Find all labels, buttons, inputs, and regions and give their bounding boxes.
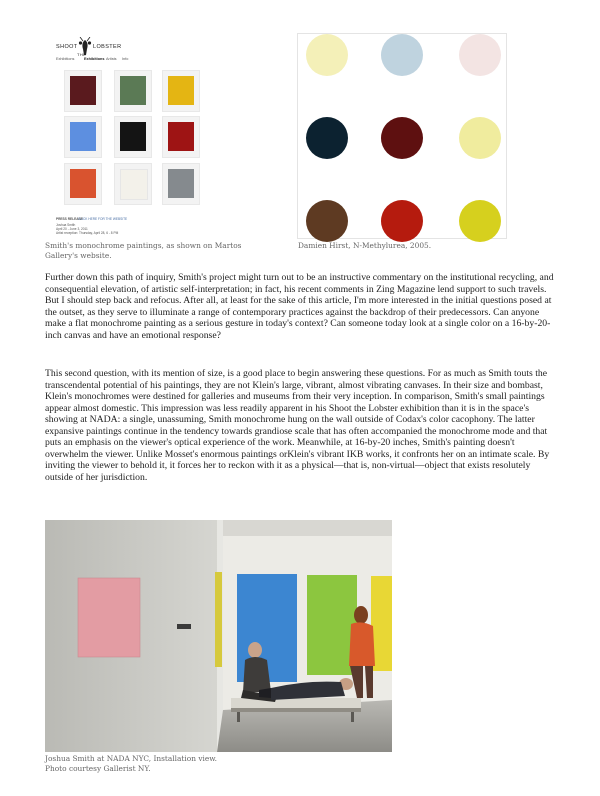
martos-gallery-screenshot <box>54 33 268 239</box>
figure2-caption: Damien Hirst, N-Methylurea, 2005. <box>298 241 432 250</box>
spot-yellow <box>459 200 501 242</box>
visitor-standing <box>349 622 375 666</box>
site-nav-item: Info <box>122 57 129 61</box>
painting-thumbnail-gray[interactable] <box>162 163 200 205</box>
spot-light-yellow <box>459 117 501 159</box>
painting-thumbnail-orange[interactable] <box>64 163 102 205</box>
monochrome-canvas <box>168 169 194 198</box>
painting-thumbnail-blue[interactable] <box>64 116 102 158</box>
site-nav-item: Artists <box>106 57 117 61</box>
spot-pale-yellow <box>306 34 348 76</box>
visitor-standing-head <box>354 606 368 624</box>
press-release-title: PRESS RELEASE <box>56 217 83 221</box>
smith-pink-monochrome <box>78 578 140 657</box>
monochrome-canvas <box>168 76 194 105</box>
painting-thumbnail-white[interactable] <box>114 163 152 205</box>
bench <box>231 698 361 708</box>
figure1-caption: Smith's monochrome paintings, as shown on Martos Gallery's website. <box>45 241 242 260</box>
monochrome-canvas <box>120 122 146 151</box>
press-release-link: CLICK HERE FOR THE WEBSITE <box>78 217 128 221</box>
codax-yellow-edge <box>215 572 222 667</box>
logo-text-left: SHOOT <box>56 44 78 50</box>
press-release-line: Joshua Smith <box>56 223 76 227</box>
monochrome-canvas <box>70 76 96 105</box>
press-release-line: April 20 - June 3, 2011 <box>56 227 88 231</box>
painting-thumbnail-black[interactable] <box>114 116 152 158</box>
nada-installation-photo <box>45 520 392 752</box>
spot-dark-navy <box>306 117 348 159</box>
spot-pale-pink <box>459 34 501 76</box>
figure3-caption-line1: Joshua Smith at NADA NYC, Installation view. <box>45 754 218 763</box>
monochrome-canvas <box>70 169 96 198</box>
logo-text-right: LOBSTER <box>93 44 122 50</box>
painting-thumbnail-maroon[interactable] <box>64 70 102 112</box>
wall-label <box>177 624 191 629</box>
painting-thumbnail-red[interactable] <box>162 116 200 158</box>
monochrome-canvas <box>168 122 194 151</box>
spot-pale-blue <box>381 34 423 76</box>
monochrome-canvas <box>120 169 148 200</box>
visitor-seated <box>243 657 271 692</box>
site-nav <box>56 57 206 65</box>
installation-scene <box>45 520 392 752</box>
monochrome-canvas <box>120 76 146 105</box>
spot-maroon <box>381 117 423 159</box>
spot-brown <box>306 200 348 242</box>
spot-red <box>381 200 423 242</box>
press-release-line: Artist reception: Thursday, April 28, 6 - 8 PM <box>56 231 119 235</box>
site-nav-item: Exhibitions <box>56 57 75 61</box>
figure3-caption-line2: Photo courtesy Gallerist NY. <box>45 764 151 773</box>
site-press-release <box>56 217 236 237</box>
monochrome-canvas <box>70 122 96 151</box>
site-nav-item-active: Exhibitions <box>84 57 105 61</box>
visitor-seated-head <box>248 642 262 658</box>
paragraph-2: This second question, with its mention of size, is a good place to begin answering these questions. For as much as Smith touts the transcendental potential of his paintings, they are not Klein's large, vibrant, almost vibrating canvases. In their size and bombast, Klein's monochromes were destined for galleries and museums from their very inception. In comparison, Smith's small paintings appear almost domestic. This impression was less readily apparent in his Shoot the Lobster exhibition than it is in the space's showing at NADA: a single, unassuming, Smith monochrome hung on the wall outside of Codax's color cacophony. The latter expansive paintings continue in the tendency towards grandiose scale that has often accompanied the monochrome mode and that puts an emphasis on the viewer's optical experience of the work. Meanwhile, at 16-by-20 inches, Smith's painting doesn't overwhelm the viewer. Unlike Mosset's enormous paintings orKlein's vibrant IKB works, it confronts her on an intimate scale. By inviting the viewer to behold it, it forces her to reckon with it as a physical—that is, non-virtual—object that exists resolutely outside of her jurisdiction. <box>45 368 550 483</box>
painting-thumbnail-green[interactable] <box>114 70 152 112</box>
logo-text-center: THE <box>77 52 87 57</box>
paragraph-1: Further down this path of inquiry, Smith's project might turn out to be an instructive commentary on the institutional recycling, and consequential elevation, of artistic self-interpretation; in fact, his recent comments in Zing Magazine lend support to such travels. But I should step back and refocus. After all, at least for the sake of this article, I'm more interested in the initial questions posed at the outset, as they serve to illuminate a range of contemporary practices against the backdrop of their predecessors. Can anyone make a flat monochrome painting as a serious gesture in today's context? Can someone today look at a single color on a 16-by-20-inch canvas and have an emotional response? <box>45 272 554 341</box>
painting-thumbnail-yellow[interactable] <box>162 70 200 112</box>
hirst-spot-painting <box>297 33 507 239</box>
